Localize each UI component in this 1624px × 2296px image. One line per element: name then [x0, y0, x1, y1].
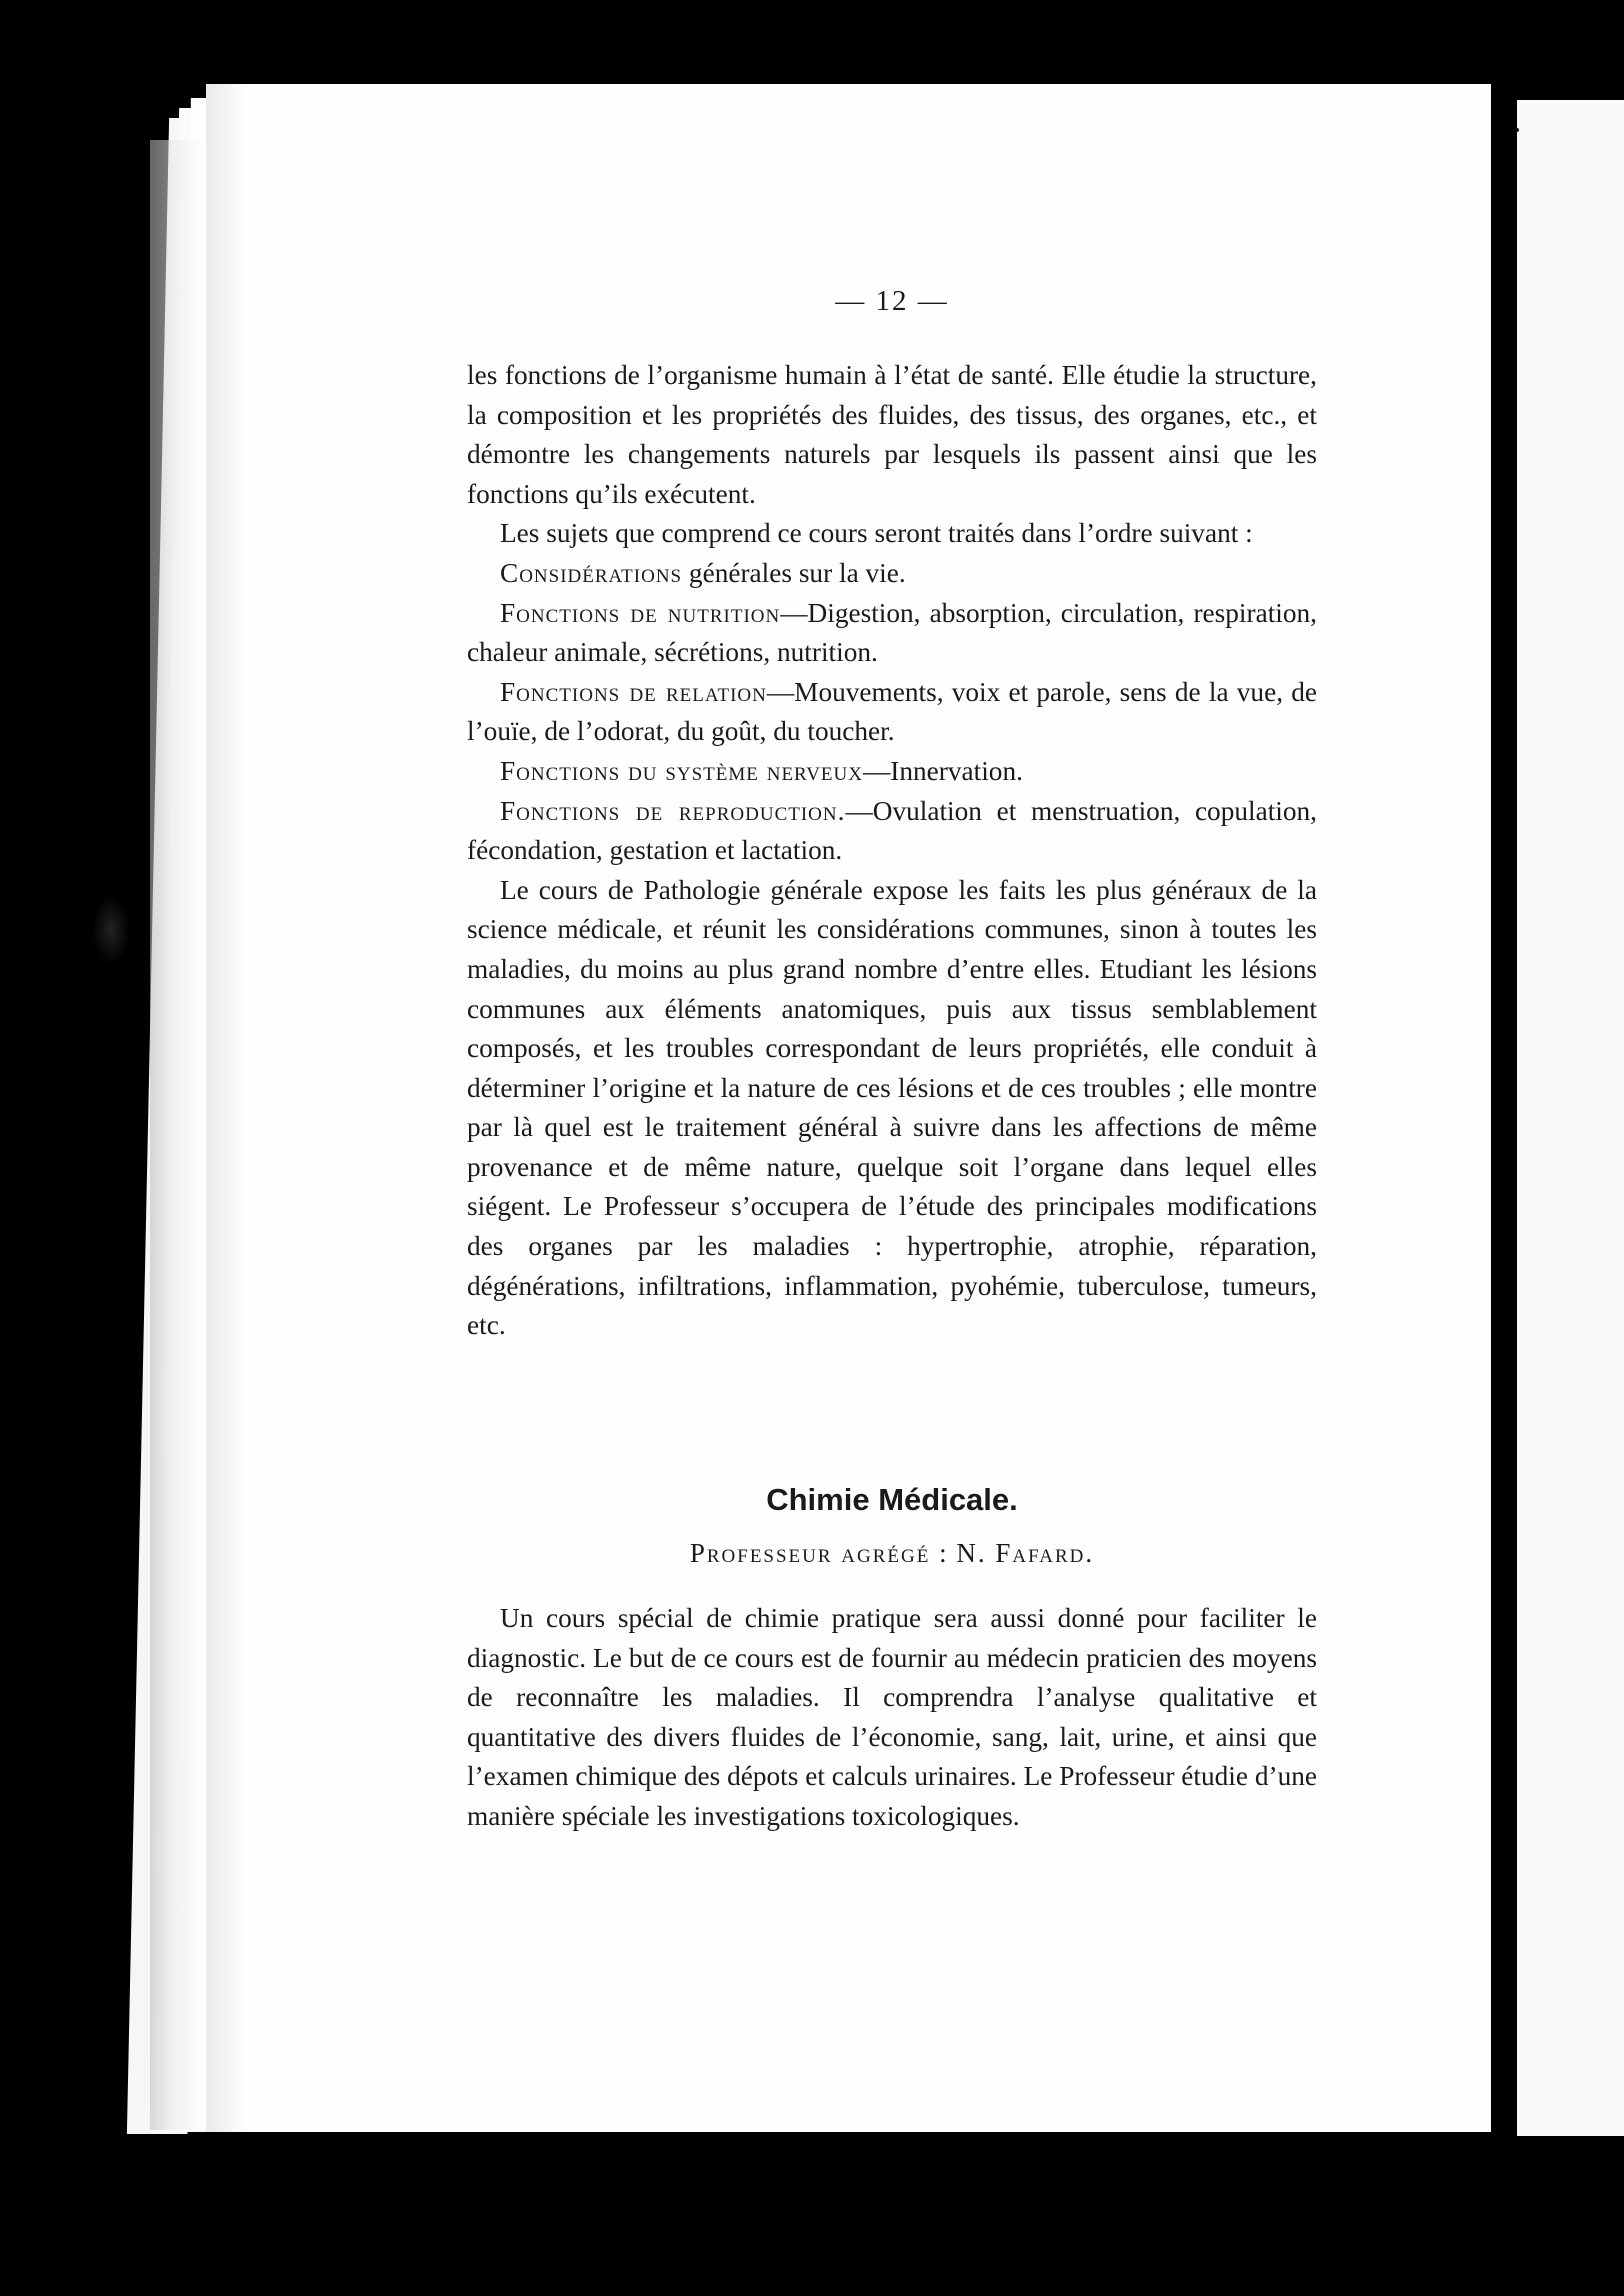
topic-item	[467, 673, 1317, 752]
topic-text: générales sur la vie.	[682, 557, 906, 588]
professor-line	[467, 1534, 1317, 1574]
topic-text: —Digestion, absorption, circulation, respiration, chaleur animale, sécrétions, nutrition.	[467, 597, 1318, 668]
topic-term: Fonctions du système nerveux	[500, 755, 863, 786]
gutter-shadow	[1491, 84, 1517, 2138]
chemistry-paragraph: Un cours spécial de chimie pratique sera aussi donné pour faciliter le diagnostic. Le but de ce cours est de fournir au médecin praticien des moyens de reconnaître les maladies. Il comprendra l’analyse qualitative et quantitative des divers fluides de l’économie, sang, lait, urine, et ainsi que l’examen chimique des dépots et calculs urinaires. Le Professeur étudie d’une manière spéciale les investigations toxicologiques.	[467, 1603, 1317, 1831]
topic-term: Fonctions de reproduction.	[500, 795, 846, 826]
page-fold-shadow	[206, 84, 246, 2132]
facing-page-edge	[1508, 100, 1624, 2136]
topic-text: —Mouvements, voix et parole, sens de la vue, de l’ouïe, de l’odorat, du goût, du toucher.	[467, 676, 1317, 747]
professor-name: N. Fafard.	[956, 1538, 1095, 1568]
section-body	[467, 1599, 1317, 1837]
topic-term: Fonctions de nutrition	[500, 597, 781, 628]
binding-mark	[92, 895, 130, 965]
page-edge-shading	[150, 140, 205, 2130]
topic-term: Considérations	[500, 557, 683, 588]
speck	[1515, 128, 1519, 132]
pathology-paragraph: Le cours de Pathologie générale expose les faits les plus généraux de la science médicale, et réunit les considérations communes, sinon à toutes les maladies, du moins au plus grand nombre d’entre elles. Etudiant les lésions communes aux éléments anatomiques, puis aux tissus semblablement composés, et les troubles correspondant de leurs propriétés, elle conduit à déterminer l’origine et la nature de ces lésions et de ces troubles ; elle montre par là quel est le traitement général à suivre dans les affections de même provenance et de même nature, quelque soit l’organe dans lequel elles siégent. Le Professeur s’occupera de l’étude des principales modifications des organes par les maladies : hypertrophie, atrophie, réparation, dégénérations, infiltrations, inflammation, pyohémie, tuberculose, tumeurs, etc.	[467, 874, 1317, 1341]
topic-item	[467, 752, 1317, 792]
topic-text: —Innervation.	[862, 755, 1023, 786]
topic-item	[467, 554, 1317, 594]
topic-item	[467, 792, 1317, 871]
topic-text: —Ovulation et menstruation, copulation, fécondation, gestation et lactation.	[467, 795, 1317, 866]
section-title: Chimie Médicale.	[766, 1482, 1018, 1517]
intro-paragraph: les fonctions de l’organisme humain à l’état de santé. Elle étudie la structure, la composition et les propriétés des fluides, des tissus, des organes, etc., et démontre les changements naturels par lesquels ils passent ainsi que les fonctions qu’ils exécutent.	[467, 360, 1317, 509]
body-text	[467, 356, 1317, 1346]
topic-item	[467, 594, 1317, 673]
page-number: — 12 —	[835, 285, 949, 317]
topic-term: Fonctions de relation	[500, 676, 767, 707]
professor-label: Professeur agrégé :	[689, 1538, 949, 1568]
order-paragraph: Les sujets que comprend ce cours seront traités dans l’ordre suivant :	[500, 518, 1253, 549]
